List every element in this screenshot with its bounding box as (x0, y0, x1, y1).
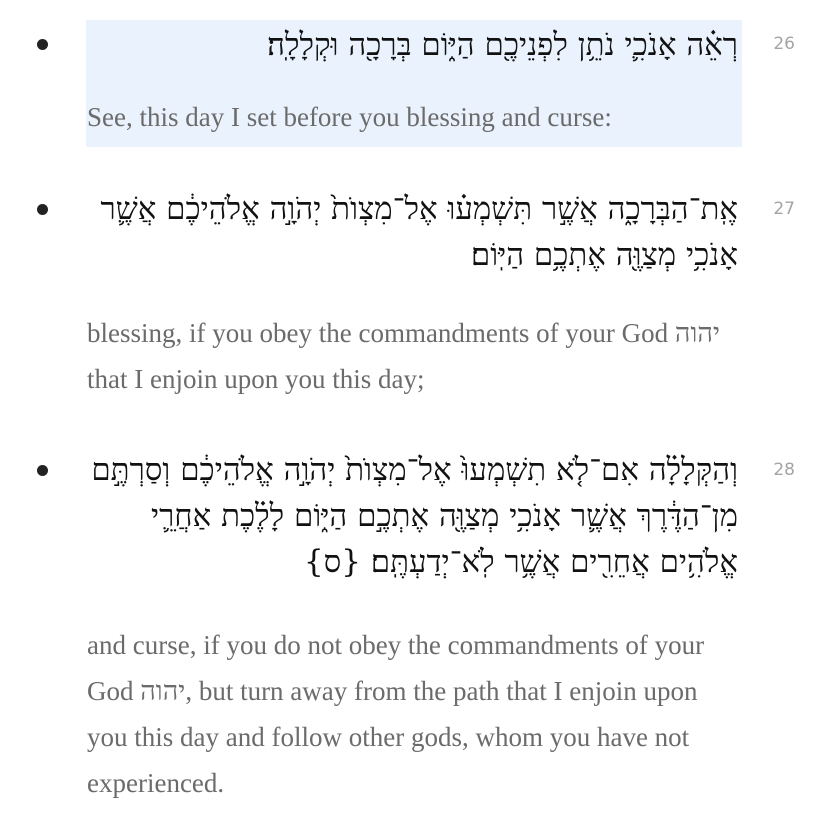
english-translation: and curse, if you do not obey the commandments of your God יהוה, but turn away from the path that I enjoin upon you this day and follow other gods, whom you have not experienced. (87, 630, 705, 798)
bullet-marker (37, 465, 48, 476)
bullet-marker (37, 39, 48, 50)
english-translation: See, this day I set before you blessing and curse: (87, 102, 612, 132)
hebrew-text: אֶֽת־הַבְּרָכָ֑ה אֲשֶׁ֣ר תִּשְׁמְע֗וּ אֶל־מִצְוֺת֙ יְהֹוָ֣ה אֱלֹהֵיכֶ֔ם אֲשֶׁ֛ר אָנֹכִ֥י מְצַוֶּ֖ה אֶתְכֶ֥ם הַיּֽוֹם׃ (100, 191, 738, 273)
verse-number: 26 (773, 34, 795, 54)
hebrew-text: וְהַקְּלָלָ֗ה אִם־לֹ֤א תִשְׁמְעוּ֙ אֶל־מִצְוֺת֙ יְהֹוָ֣ה אֱלֹהֵיכֶ֔ם וְסַרְתֶּ֣ם מִן־הַדֶּ֔רֶךְ אֲשֶׁ֛ר אָנֹכִ֥י מְצַוֶּ֖ה אֶתְכֶ֣ם הַיּ֑וֹם לָלֶ֗כֶת אַחֲרֵ֛י אֱלֹהִ֥ים אֲחֵרִ֖ים אֲשֶׁ֥ר לֹֽא־יְדַעְתֶּֽם׃ {ס} (91, 452, 738, 580)
verse-number: 28 (773, 460, 795, 480)
bullet-marker (37, 204, 48, 215)
english-translation: blessing, if you obey the commandments of your God יהוה that I enjoin upon you this day; (87, 318, 720, 394)
verse-number: 27 (773, 199, 795, 219)
hebrew-text: רְאֵ֗ה אָנֹכִ֛י נֹתֵ֥ן לִפְנֵיכֶ֖ם הַיּ֑וֹם בְּרָכָ֖ה וּקְלָלָֽה׃ (267, 27, 738, 63)
